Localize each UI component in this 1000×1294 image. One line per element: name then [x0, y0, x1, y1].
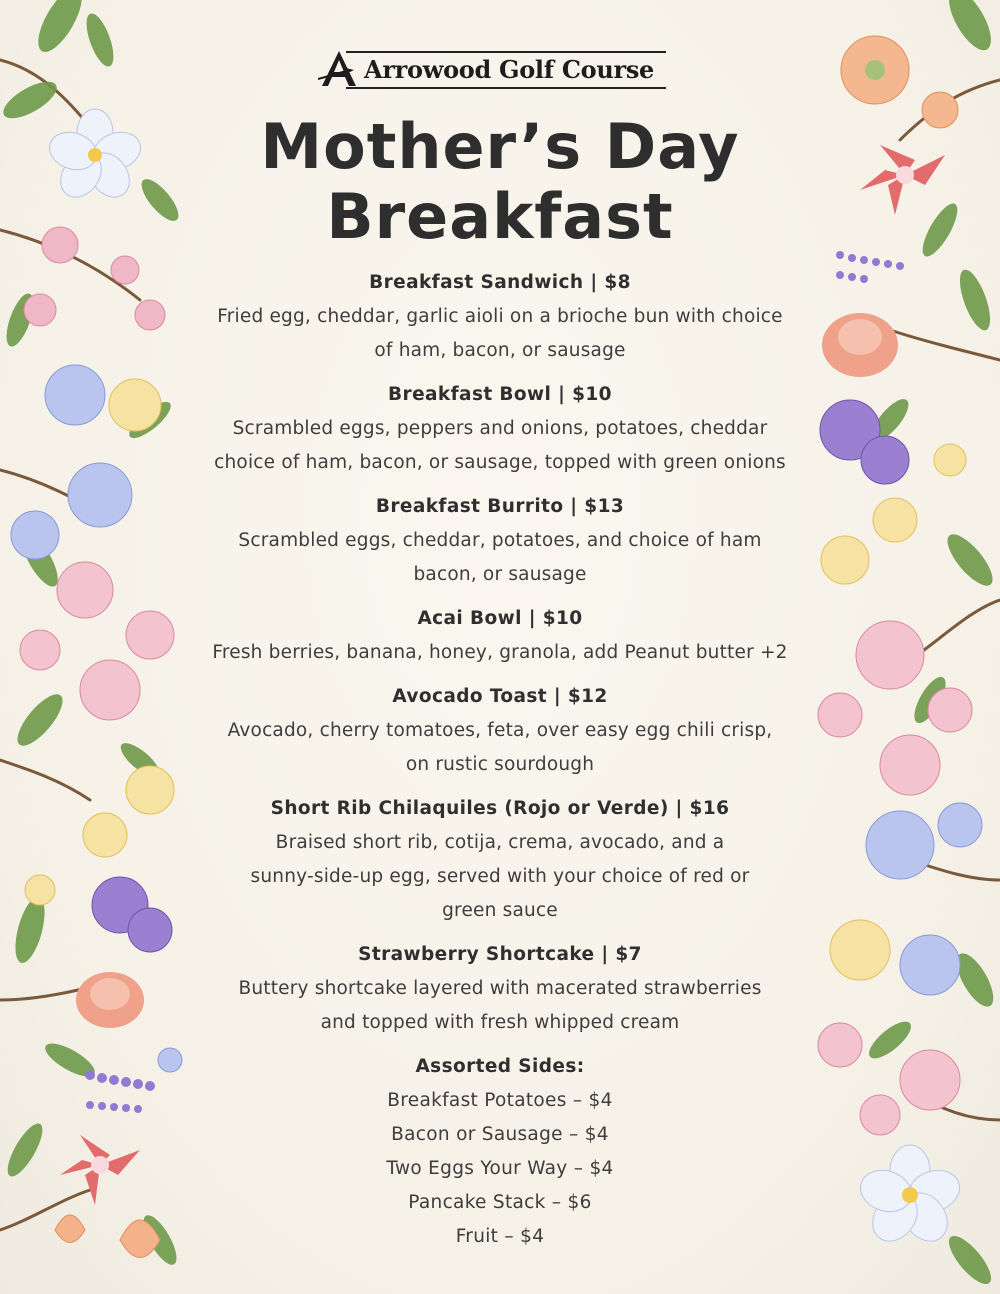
- brand-divider-top: [346, 51, 666, 53]
- menu-item: [180, 378, 820, 480]
- menu-item-desc-line: Fresh berries, banana, honey, granola, add Peanut butter +2: [212, 642, 788, 663]
- menu-item: [180, 602, 820, 670]
- menu-item-desc-line: green sauce: [442, 900, 558, 921]
- menu-item-desc-line: Scrambled eggs, cheddar, potatoes, and choice of ham: [238, 530, 762, 551]
- menu-item-name: Breakfast Burrito | $13: [375, 496, 625, 517]
- side-item: Bacon or Sausage – $4: [391, 1124, 609, 1145]
- menu-item-desc-line: bacon, or sausage: [413, 564, 587, 585]
- side-item: Breakfast Potatoes – $4: [387, 1090, 613, 1111]
- menu-item-name: Acai Bowl | $10: [417, 608, 583, 629]
- right-floral-border-icon: [800, 0, 1000, 1294]
- menu-item-desc-line: and topped with fresh whipped cream: [320, 1012, 680, 1033]
- brand-name: Arrowood Golf Course: [364, 55, 655, 84]
- menu-item-desc-line: Braised short rib, cotija, crema, avocado, and a: [275, 832, 725, 853]
- brand-divider-bottom: [346, 87, 666, 89]
- page-title-line-1: Mother’s Day: [260, 110, 740, 183]
- menu-item: [180, 938, 820, 1040]
- menu-item-desc-line: Buttery shortcake layered with macerated strawberries: [238, 978, 762, 999]
- brand-header: [316, 46, 666, 92]
- menu-item-desc-line: of ham, bacon, or sausage: [374, 340, 626, 361]
- arrowood-a-logo-icon: [316, 48, 362, 90]
- sides-heading: Assorted Sides:: [415, 1056, 585, 1077]
- menu-item-name: Avocado Toast | $12: [392, 686, 608, 707]
- menu-item-desc-line: Fried egg, cheddar, garlic aioli on a brioche bun with choice: [217, 306, 783, 327]
- menu-item-desc-line: sunny-side-up egg, served with your choice of red or: [250, 866, 750, 887]
- menu-item: [180, 792, 820, 928]
- menu-item-desc-line: Avocado, cherry tomatoes, feta, over easy egg chili crisp,: [227, 720, 773, 741]
- menu-item: [180, 490, 820, 592]
- menu-item-desc-line: Scrambled eggs, peppers and onions, potatoes, cheddar: [232, 418, 768, 439]
- menu-item-name: Breakfast Sandwich | $8: [369, 272, 631, 293]
- menu-list: [180, 266, 820, 1254]
- side-item: Pancake Stack – $6: [408, 1192, 592, 1213]
- menu-item-desc-line: choice of ham, bacon, or sausage, topped with green onions: [214, 452, 786, 473]
- menu-item-name: Short Rib Chilaquiles (Rojo or Verde) | $16: [270, 798, 730, 819]
- menu-item: [180, 680, 820, 782]
- menu-item: [180, 266, 820, 368]
- page-title-line-2: Breakfast: [326, 180, 674, 253]
- side-item: Fruit – $4: [455, 1226, 545, 1247]
- side-item: Two Eggs Your Way – $4: [386, 1158, 614, 1179]
- left-floral-border-icon: [0, 0, 200, 1294]
- menu-item-name: Breakfast Bowl | $10: [388, 384, 612, 405]
- menu-item-desc-line: on rustic sourdough: [405, 754, 595, 775]
- menu-item-name: Strawberry Shortcake | $7: [358, 944, 642, 965]
